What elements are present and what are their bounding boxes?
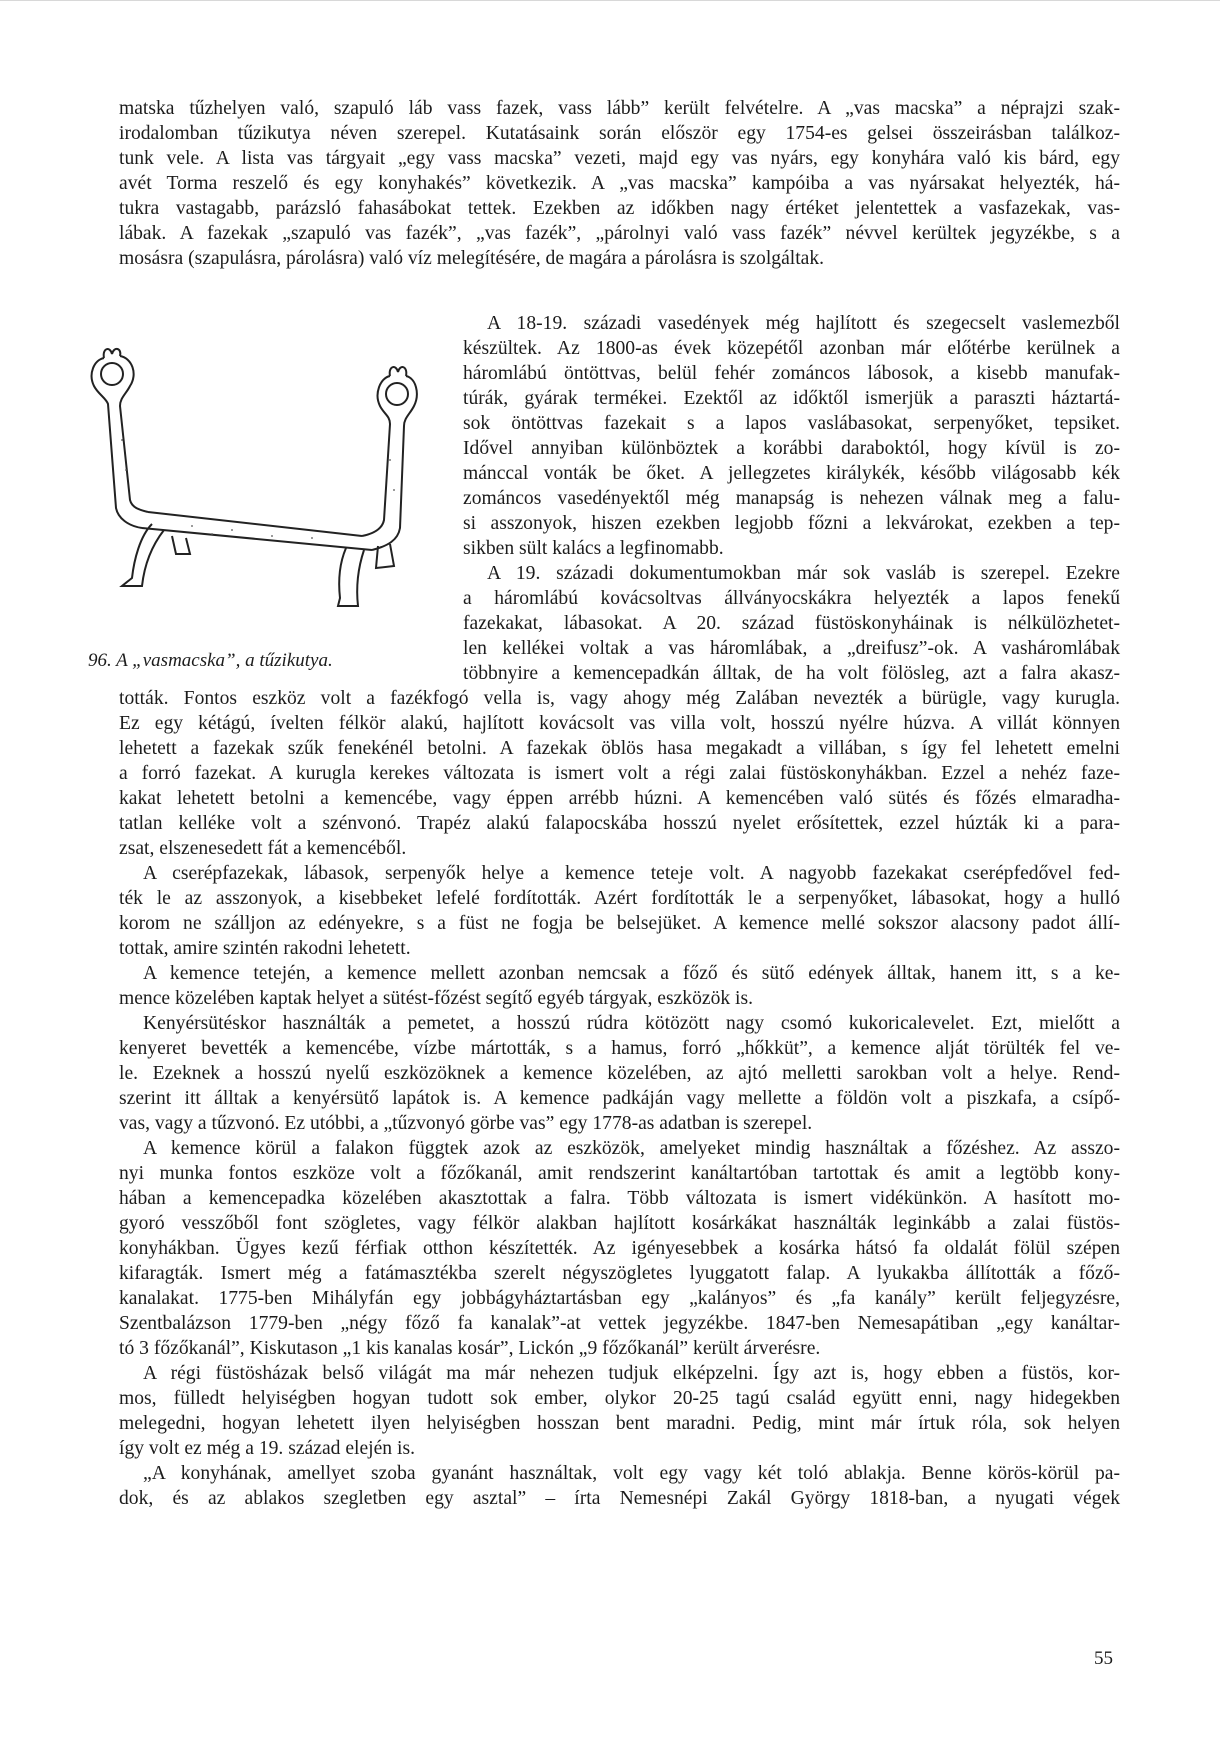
text-line: a forró fazekat. A kurugla kerekes változata is ismert volt a régi zalai füstöskonyhákban. Ezzel a nehéz faze- — [119, 763, 1120, 784]
text-line: kanalakat. 1775-ben Mihályfán egy jobbágyháztartásban egy „kalányos” és „fa kanály” került feljegyzésre, — [119, 1288, 1120, 1309]
text-line: mánccal vonták be őket. A jellegzetes királykék, később világosabb kék — [463, 463, 1120, 484]
text-line: melegedni, hogyan lehetett ilyen helyiségben hosszan bent maradni. Pedig, mint már írtuk róla, sok helyen — [119, 1413, 1120, 1434]
text-line: tatlan kelléke volt a szénvonó. Trapéz alakú falapocskába hosszú nyelet erősítettek, ezzel húzták ki a para- — [119, 813, 1120, 834]
text-line: avét Torma reszelő és egy konyhakés” következik. A „vas macska” kampóiba a vas nyársakat helyezték, há- — [119, 173, 1120, 194]
text-line: korom ne szálljon az edényekre, s a füst ne fogja be belsejüket. A kemence mellé sokszor alacsony padot állí- — [119, 913, 1120, 934]
text-line: tukra vastagabb, parázsló fahasábokat tettek. Ezekben az időkben nagy értéket jelentettek a vasfazekak, vas- — [119, 198, 1120, 219]
text-line: A kemence tetején, a kemence mellett azonban nemcsak a főző és sütő edények álltak, hanem itt, s a ke- — [143, 963, 1120, 984]
text-line: matska tűzhelyen való, szapuló láb vass fazek, vass lább” került felvételre. A „vas macska” a néprajzi szak- — [119, 98, 1120, 119]
text-line: si asszonyok, hiszen ezekben legjobb főzni a lekvárokat, ezekben a tep- — [463, 513, 1120, 534]
page-edge — [0, 0, 1220, 1]
text-line: A 19. századi dokumentumokban már sok vasláb is szerepel. Ezekre — [487, 563, 1120, 584]
text-line: A kemence körül a falakon függtek azok az eszközök, amelyeket mindig használtak a főzéshez. Az asszo- — [143, 1138, 1120, 1159]
text-line: kifaragták. Ismert még a fatámasztékba szerelt négyszögletes lyuggatott falap. A lyukakba állították a főző- — [119, 1263, 1120, 1284]
text-line: lábak. A fazekak „szapuló vas fazék”, „vas fazék”, „párolnyi való vass fazék” névvel kerültek jegyzékbe, s a — [119, 223, 1120, 244]
figure-caption: 96. A „vasmacska”, a tűzikutya. — [88, 650, 333, 671]
text-line: konyhákban. Ügyes kezű férfiak otthon készítették. Az igényesebbek a kosárka hátsó fa oldalát fölül szépen — [119, 1238, 1120, 1259]
text-line: vas, vagy a tűzvonó. Ez utóbbi, a „tűzvonyó görbe vas” egy 1778-as adatban is szerepel. — [119, 1113, 813, 1134]
page-number: 55 — [1094, 1648, 1113, 1669]
text-line: tottak, amire szintén rakodni lehetett. — [119, 938, 411, 959]
text-line: dok, és az ablakos szegletben egy asztal” – írta Nemesnépi Zakál György 1818-ban, a nyugati végek — [119, 1488, 1120, 1509]
text-line: Szentbalázson 1779-ben „négy főző fa kanalak”-at vettek jegyzékbe. 1847-ben Nemesapátiban „egy kanáltar- — [119, 1313, 1120, 1334]
text-line: tunk vele. A lista vas tárgyait „egy vass macska” vezeti, majd egy vas nyárs, egy konyhára való kis bárd, egy — [119, 148, 1120, 169]
text-line: túrák, gyárak termékei. Ezektől az időktől ismerjük a paraszti háztartá- — [463, 388, 1120, 409]
text-line: zsat, elszenesedett fát a kemencéből. — [119, 838, 407, 859]
text-line: ték le az asszonyok, a kisebbeket lefelé fordították. Azért fordították le a serpenyőket, lábasokat, hogy a hulló — [119, 888, 1120, 909]
text-line: sikben sült kalács a legfinomabb. — [463, 538, 724, 559]
text-line: hában a kemencepadka közelében akasztottak a falra. Több változata is ismert vidékünkön. A hasított mo- — [119, 1188, 1120, 1209]
text-line: többnyire a kemencepadkán álltak, de ha volt fölösleg, azt a falra akasz- — [463, 663, 1120, 684]
text-line: nyi munka fontos eszköze volt a főzőkanál, amit rendszerint kanáltartóban tartottak és amit a legtöbb kony- — [119, 1163, 1120, 1184]
text-line: „A konyhának, amellyet szoba gyanánt használtak, volt egy vagy két toló ablakja. Benne körös-körül pa- — [143, 1463, 1120, 1484]
text-line: kakat lehetett betolni a kemencébe, vagy éppen arrébb húzni. A kemencében való sütés és főzés elmaradha- — [119, 788, 1120, 809]
text-line: szerint itt álltak a kenyérsütő lapátok is. A kemence padkáján vagy mellette a földön volt a piszkafa, a csípő- — [119, 1088, 1120, 1109]
text-line: kenyeret bevették a kemencébe, vízbe mártották, s a hamus, forró „hőkküt”, a kemence alját törülték fel ve- — [119, 1038, 1120, 1059]
text-line: A 18-19. századi vasedények még hajlított és szegecselt vaslemezből — [487, 313, 1120, 334]
text-line: tották. Fontos eszköz volt a fazékfogó vella is, vagy ahogy még Zalában nevezték a bürügle, vagy kurugla. — [119, 688, 1120, 709]
andiron-illustration — [72, 340, 432, 640]
text-line: len kellékei voltak a vas háromlábak, a „dreifusz”-ok. A vasháromlábak — [463, 638, 1120, 659]
andiron-icon — [72, 340, 432, 640]
text-line: készültek. Az 1800-as évek közepétől azonban már előtérbe kerülnek a — [463, 338, 1120, 359]
text-line: sok öntöttvas fazekait s a lapos vaslábasokat, serpenyőket, tepsiket. — [463, 413, 1120, 434]
text-line: irodalomban tűzikutya néven szerepel. Kutatásaink során először egy 1754-es gelsei összeirásban találkoz- — [119, 123, 1120, 144]
text-line: lehetett a fazekak szűk fenekénél betolni. A fazekak öblös hasa megakadt a villában, s így fel lehetett emelni — [119, 738, 1120, 759]
text-line: gyoró vesszőből font szögletes, vagy félkör alakban hajlított kosárkákat használták leginkább a zalai füstös- — [119, 1213, 1120, 1234]
text-line: mence közelében kaptak helyet a sütést-főzést segítő egyéb tárgyak, eszközök is. — [119, 988, 754, 1009]
text-line: zománcos vasedényektől még manapság is nehezen válnak meg a falu- — [463, 488, 1120, 509]
text-line: háromlábú öntöttvas, belül fehér zománcos lábosok, a kisebb manufak- — [463, 363, 1120, 384]
text-line: Kenyérsütéskor használták a pemetet, a hosszú rúdra kötözött nagy csomó kukoricalevelet. Ezt, mielőtt a — [143, 1013, 1120, 1034]
text-line: A cserépfazekak, lábasok, serpenyők helye a kemence teteje volt. A nagyobb fazekakat cserépfedővel fed- — [143, 863, 1120, 884]
text-line: tó 3 főzőkanál”, Kiskutason „1 kis kanalas kosár”, Lickón „9 főzőkanál” került árverésre. — [119, 1338, 821, 1359]
text-line: A régi füstösházak belső világát ma már nehezen tudjuk elképzelni. Így azt is, hogy ebben a füstös, kor- — [143, 1363, 1120, 1384]
text-line: így volt ez még a 19. század elején is. — [119, 1438, 415, 1459]
text-line: a háromlábú kovácsoltvas állványocskákra helyezték a lapos fenekű — [463, 588, 1120, 609]
text-line: fazekakat, lábasokat. A 20. század füstöskonyháinak is nélkülözhetet- — [463, 613, 1120, 634]
text-line: mosásra (szapulásra, párolásra) való víz melegítésére, de magára a párolásra is szolgáltak. — [119, 248, 825, 269]
text-line: Ez egy kétágú, ívelten félkör alakú, hajlított kovácsolt vas villa volt, hosszú nyélre húzva. A villát könnyen — [119, 713, 1120, 734]
text-line: Idővel annyiban különböztek a korábbi daraboktól, hogy kívül is zo- — [463, 438, 1120, 459]
text-line: le. Ezeknek a hosszú nyelű eszközöknek a kemence közelében, az ajtó melletti sarokban volt a helye. Rend- — [119, 1063, 1120, 1084]
text-line: mos, fülledt helyiségben hogyan tudott sok ember, olykor 20-25 tagú család együtt enni, nagy hidegekben — [119, 1388, 1120, 1409]
